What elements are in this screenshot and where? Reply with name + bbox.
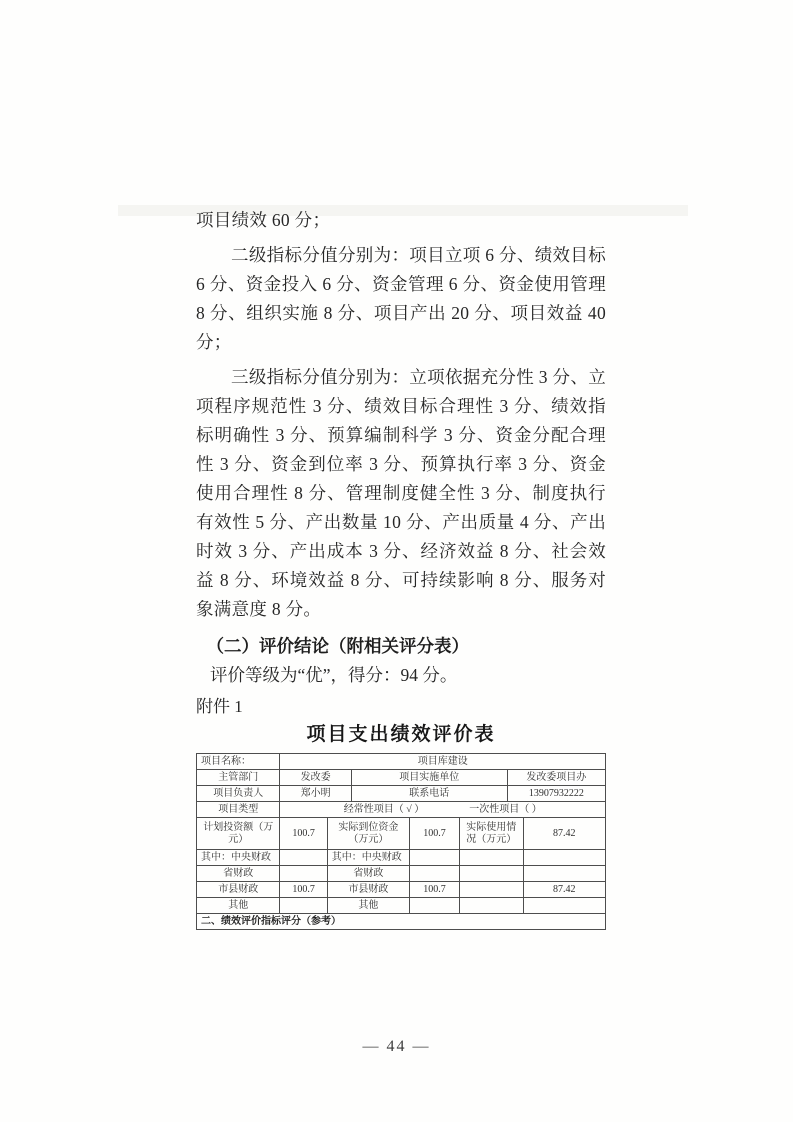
- table-title: 项目支出绩效评价表: [306, 724, 496, 745]
- table-row-county-finance: [197, 881, 605, 897]
- cell-central-finance-label: 其中：中央财政: [201, 851, 271, 863]
- cell-funds-inplace-label: 实际到位资金（万元）: [327, 818, 409, 849]
- table-row-other: [197, 897, 605, 913]
- table-row-project-type: [197, 801, 605, 817]
- cell-empty: [459, 866, 523, 881]
- cell-county-finance-label: 市县财政: [218, 883, 259, 895]
- option-regular-project: 经常性项目（ √ ）: [343, 803, 425, 815]
- table-row-provincial-finance: [197, 865, 605, 881]
- cell-project-name-value: 项目库建设: [279, 754, 605, 769]
- paragraph-project-performance: 项目绩效 60 分；: [196, 210, 331, 230]
- cell-person-value: 郑小明: [279, 786, 350, 801]
- cell-empty: [279, 866, 326, 881]
- cell-empty: [409, 898, 459, 913]
- table-row-section2-header: [197, 913, 605, 929]
- cell-county-finance-value: 100.7: [279, 882, 326, 897]
- cell-empty: [523, 850, 605, 865]
- cell-empty: [523, 898, 605, 913]
- cell-type-options: [279, 802, 605, 817]
- cell-funds-inplace-value: 100.7: [409, 818, 459, 849]
- cell-county-finance-used: 87.42: [523, 882, 605, 897]
- cell-phone-label: 联系电话: [351, 786, 507, 801]
- cell-provincial-finance-label: 省财政: [223, 867, 254, 879]
- option-onetime-project: 一次性项目（ ）: [469, 803, 542, 815]
- cell-type-label: 项目类型: [218, 803, 259, 815]
- cell-project-name-label: 项目名称：: [201, 755, 251, 767]
- table-row-investment: [197, 817, 605, 849]
- cell-section2-title: 二、绩效评价指标评分（参考）: [201, 915, 341, 927]
- table-row-central-finance: [197, 849, 605, 865]
- cell-empty: [409, 866, 459, 881]
- cell-empty: [459, 850, 523, 865]
- cell-impl-unit-label: 项目实施单位: [351, 770, 507, 785]
- cell-county-finance-label2: 市县财政: [327, 882, 409, 897]
- table-row-responsible-person: [197, 785, 605, 801]
- attachment-label: 附件 1: [196, 697, 243, 716]
- cell-planned-investment-value: 100.7: [279, 818, 326, 849]
- page-number: — 44 —: [362, 1038, 431, 1055]
- cell-other-label: 其他: [228, 899, 249, 911]
- page-content: [196, 206, 606, 930]
- cell-other-label2: 其他: [327, 898, 409, 913]
- performance-evaluation-table: [196, 753, 606, 930]
- cell-empty: [459, 882, 523, 897]
- cell-planned-investment-label: 计划投资额（万元）: [203, 821, 274, 845]
- cell-dept-value: 发改委: [279, 770, 350, 785]
- cell-impl-unit-value: 发改委项目办: [507, 770, 605, 785]
- cell-actual-usage-value: 87.42: [523, 818, 605, 849]
- cell-county-finance-value2: 100.7: [409, 882, 459, 897]
- cell-central-finance-label2: 其中：中央财政: [327, 850, 409, 865]
- cell-empty: [523, 866, 605, 881]
- cell-empty: [409, 850, 459, 865]
- cell-person-label: 项目负责人: [213, 787, 264, 799]
- table-row-project-name: [197, 754, 605, 769]
- table-row-department: [197, 769, 605, 785]
- cell-empty: [279, 898, 326, 913]
- cell-empty: [459, 898, 523, 913]
- cell-phone-value: 13907932222: [507, 786, 605, 801]
- cell-dept-label: 主管部门: [218, 771, 259, 783]
- paragraph-level2-indicators: 二级指标分值分别为：项目立项 6 分、绩效目标 6 分、资金投入 6 分、资金管理 6 分、资金使用管理 8 分、组织实施 8 分、项目产出 20 分、项目效益 40 分；: [196, 245, 606, 352]
- conclusion-heading: （二）评价结论（附相关评分表）: [206, 636, 469, 656]
- cell-actual-usage-label: 实际使用情况（万元）: [459, 818, 523, 849]
- cell-empty: [279, 850, 326, 865]
- paragraph-level3-indicators: 三级指标分值分别为：立项依据充分性 3 分、立项程序规范性 3 分、绩效目标合理性 3 分、绩效指标明确性 3 分、预算编制科学 3 分、资金分配合理性 3 分、资金到位率 3 分、预算执行率 3 分、资金使用合理性 8 分、管理制度健全性 3 分、制度执行有效性 5 分、产出数量 10 分、产出质量 4 分、产出时效 3 分、产出成本 3 分、经济效益 8 分、社会效益 8 分、环境效益 8 分、可持续影响 8 分、服务对象满意度 8 分。: [196, 367, 606, 619]
- conclusion-text: 评价等级为“优”，得分：94 分。: [210, 665, 458, 685]
- cell-provincial-finance-label2: 省财政: [327, 866, 409, 881]
